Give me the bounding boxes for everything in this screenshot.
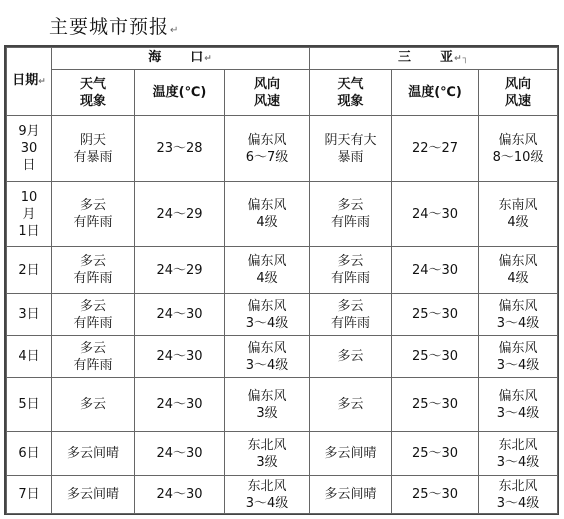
sanya-temp-cell: 25～30 <box>392 432 479 476</box>
table-row <box>7 247 558 294</box>
sanya-wind-cell: 东北风 3～4级 <box>479 432 558 476</box>
haikou-weather-cell: 多云间晴 <box>52 432 135 476</box>
document-title <box>49 12 178 39</box>
paragraph-mark-icon: ↵ <box>170 25 179 36</box>
column-header-row <box>7 70 558 116</box>
table-row <box>7 294 558 336</box>
sanya-weather-cell: 多云 有阵雨 <box>310 247 392 294</box>
sanya-weather-cell: 多云 <box>310 378 392 432</box>
city-header-haikou: 海 口↵ <box>52 48 310 70</box>
sanya-temp-cell: 25～30 <box>392 378 479 432</box>
haikou-weather-cell: 多云 有阵雨 <box>52 182 135 247</box>
sanya-wind-cell: 偏东风 8～10级 <box>479 116 558 182</box>
date-header: 日期↵ <box>7 48 52 116</box>
haikou-temp-cell: 24～30 <box>135 476 225 514</box>
city-header-row <box>7 48 558 70</box>
haikou-temp-header: 温度(℃) <box>135 70 225 116</box>
date-cell: 2日 <box>7 247 52 294</box>
sanya-wind-header: 风向 风速 <box>479 70 558 116</box>
sanya-weather-cell: 多云 有阵雨 <box>310 182 392 247</box>
sanya-temp-cell: 25～30 <box>392 336 479 378</box>
haikou-wind-cell: 偏东风 4级 <box>225 247 310 294</box>
date-cell: 4日 <box>7 336 52 378</box>
sanya-wind-cell: 偏东风 3～4级 <box>479 294 558 336</box>
sanya-temp-cell: 22～27 <box>392 116 479 182</box>
haikou-weather-cell: 多云 有阵雨 <box>52 247 135 294</box>
sanya-temp-cell: 25～30 <box>392 476 479 514</box>
title-text: 主要城市预报 <box>49 16 170 38</box>
sanya-weather-cell: 多云 <box>310 336 392 378</box>
haikou-temp-cell: 24～30 <box>135 432 225 476</box>
sanya-weather-cell: 阴天有大 暴雨 <box>310 116 392 182</box>
haikou-temp-cell: 24～29 <box>135 182 225 247</box>
table-row <box>7 336 558 378</box>
haikou-wind-cell: 东北风 3～4级 <box>225 476 310 514</box>
haikou-wind-cell: 东北风 3级 <box>225 432 310 476</box>
haikou-weather-header: 天气 现象 <box>52 70 135 116</box>
haikou-temp-cell: 24～29 <box>135 247 225 294</box>
table-row <box>7 432 558 476</box>
date-cell: 5日 <box>7 378 52 432</box>
table-row <box>7 182 558 247</box>
sanya-wind-cell: 偏东风 4级 <box>479 247 558 294</box>
haikou-wind-cell: 偏东风 3～4级 <box>225 294 310 336</box>
haikou-weather-cell: 多云间晴 <box>52 476 135 514</box>
forecast-table <box>6 47 558 514</box>
date-cell: 3日 <box>7 294 52 336</box>
date-cell: 7日 <box>7 476 52 514</box>
table-row <box>7 378 558 432</box>
sanya-weather-cell: 多云间晴 <box>310 476 392 514</box>
haikou-temp-cell: 24～30 <box>135 336 225 378</box>
sanya-weather-cell: 多云间晴 <box>310 432 392 476</box>
haikou-wind-header: 风向 风速 <box>225 70 310 116</box>
sanya-wind-cell: 偏东风 3～4级 <box>479 336 558 378</box>
haikou-weather-cell: 阴天 有暴雨 <box>52 116 135 182</box>
haikou-wind-cell: 偏东风 4级 <box>225 182 310 247</box>
haikou-temp-cell: 24～30 <box>135 294 225 336</box>
date-cell: 6日 <box>7 432 52 476</box>
sanya-wind-cell: 东北风 3～4级 <box>479 476 558 514</box>
haikou-temp-cell: 23～28 <box>135 116 225 182</box>
haikou-weather-cell: 多云 有阵雨 <box>52 336 135 378</box>
haikou-wind-cell: 偏东风 3～4级 <box>225 336 310 378</box>
haikou-wind-cell: 偏东风 6～7级 <box>225 116 310 182</box>
haikou-wind-cell: 偏东风 3级 <box>225 378 310 432</box>
date-cell: 9月 30 日 <box>7 116 52 182</box>
sanya-temp-cell: 24～30 <box>392 182 479 247</box>
haikou-temp-cell: 24～30 <box>135 378 225 432</box>
sanya-temp-header: 温度(℃) <box>392 70 479 116</box>
table-row <box>7 476 558 514</box>
haikou-weather-cell: 多云 <box>52 378 135 432</box>
corner-mark-icon: ┐ <box>462 54 470 64</box>
haikou-weather-cell: 多云 有阵雨 <box>52 294 135 336</box>
sanya-weather-cell: 多云 有阵雨 <box>310 294 392 336</box>
sanya-weather-header: 天气 现象 <box>310 70 392 116</box>
sanya-temp-cell: 25～30 <box>392 294 479 336</box>
sanya-temp-cell: 24～30 <box>392 247 479 294</box>
date-cell: 10 月 1日 <box>7 182 52 247</box>
table-row <box>7 116 558 182</box>
city-header-sanya: 三 亚↵┐ <box>310 48 558 70</box>
sanya-wind-cell: 偏东风 3～4级 <box>479 378 558 432</box>
sanya-wind-cell: 东南风 4级 <box>479 182 558 247</box>
